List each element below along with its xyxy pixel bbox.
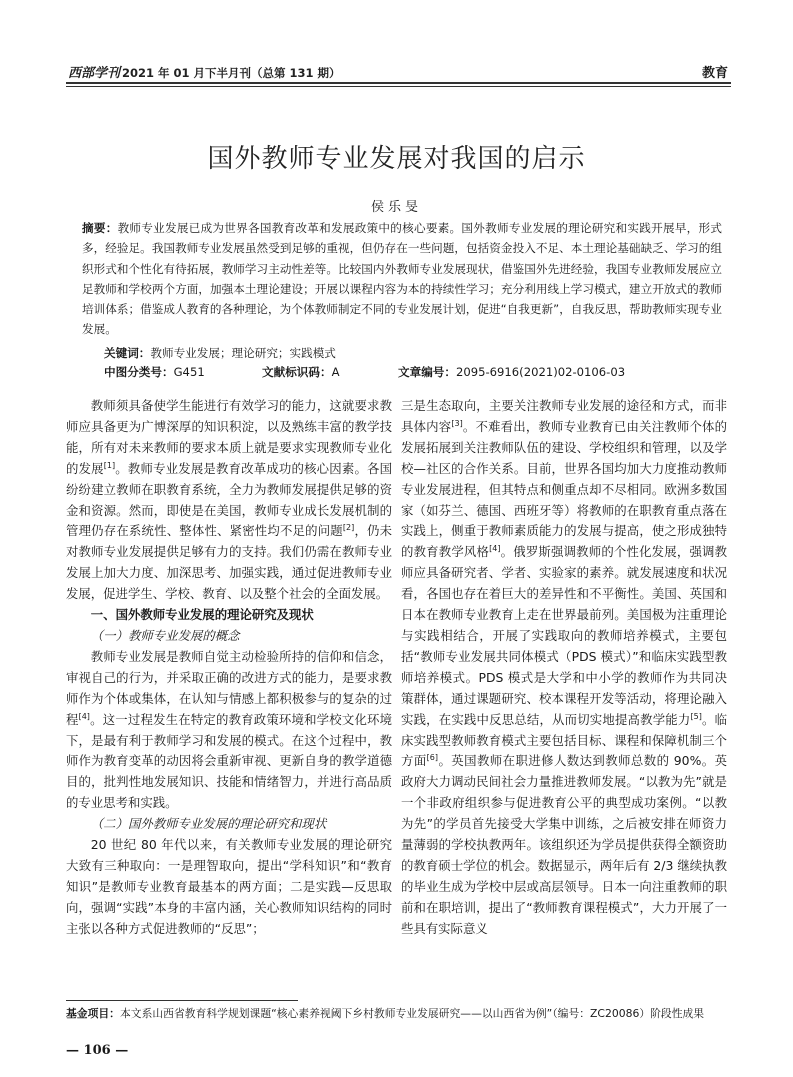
journal-header	[68, 62, 341, 81]
clc-code	[104, 364, 205, 380]
section-heading: 一、国外教师专业发展的理论研究及现状	[90, 607, 314, 623]
keywords-text: 教师专业发展；理论研究；实践模式	[150, 346, 336, 360]
citation: [2]	[342, 523, 355, 533]
paragraph: 三是生态取向，主要关注教师专业发展的途径和方式，而非具体内容[3]。不难看出，教师专业教育已由关注教师个体的发展拓展到关注教师队伍的建设、学校组织和管理，以及学校—社区的合作关系。目前，世界各国均加大力度推动教师专业发展进程，但其特点和侧重点却不尽相同。欧洲多数国家（如芬兰、德国、西班牙等）将教师的在职教育重点落在实践上，侧重于教师素质能力的发展与提高，使之形成独特的教育教学风格[4]。俄罗斯强调教师的个性化发展，强调教师应具备研究者、学者、实验家的素养。就发展速度和状况看，各国也存在着巨大的差异性和不平衡性。美国、英国和日本在教师专业教育上走在世界最前列。美国极为注重理论与实践相结合，开展了实践取向的教师培养模式，主要包括“教师专业发展共同体模式（PDS 模式）”和临床实践型教师培养模式。PDS 模式是大学和中小学的教师作为共同决策群体，通过课题研究、校本课程开发等活动，将理论融入实践，在实践中反思总结，从而切实地提高教学能力[5]。临床实践型教师教育模式主要包括目标、课程和保障机制三个方面[6]。英国教师在职进修人数达到教师总数的 90%。英政府大力调动民间社会力量推进教师发展。“以教为先”就是一个非政府组织参与促进教育公平的典型成功案例。“以教为先”的学员首先接受大学集中训练，之后被安排在师资力量薄弱的学校执教两年。该组织还为学员提供获得全额资助的教育硕士学位的机会。数据显示，两年后有 2/3 继续执教的毕业生成为学校中层或高层领导。日本一向注重教师的职前和在职培训，提出了“教师教育课程模式”，大力开展了一些具有实际意义	[401, 398, 728, 936]
issue-info: 2021 年 01 月下半月刊（总第 131 期）	[122, 66, 341, 80]
citation: [3]	[451, 418, 463, 428]
funding-text: 本文系山西省教育科学规划课题“核心素养视阈下乡村教师专业发展研究——以山西省为例”（编号：ZC20086）阶段性成果	[119, 1007, 705, 1020]
citation: [5]	[690, 711, 702, 721]
abstract-label: 摘要：	[82, 221, 118, 235]
citation: [4]	[489, 544, 501, 554]
left-column	[66, 396, 392, 940]
clc-label: 中图分类号：	[104, 365, 174, 379]
funding-label: 基金项目：	[66, 1007, 120, 1020]
header-rule	[66, 82, 731, 84]
article-label: 文章编号：	[398, 365, 456, 379]
page-number: — 106 —	[66, 1043, 129, 1058]
subsection-heading: （一）教师专业发展的概念	[90, 627, 240, 643]
paragraph: 教师专业发展是教师自觉主动检验所持的信仰和信念，审视自己的行为，并采取正确的改进方式的能力，是要求教师作为个体或集体，在认知与情感上都积极参与的复杂的过程[4]。这一过程发生在特定的教育政策环境和学校文化环境下，是最有利于教师学习和发展的模式。在这个过程中，教师作为教育变革的动因将会重新审视、更新自身的教学道德目的，批判性地发展知识、技能和情绪智力，并进行高品质的专业思考和实践。	[66, 648, 393, 811]
citation: [1]	[103, 460, 116, 470]
doc-code	[262, 364, 340, 380]
abstract-text: 教师专业发展已成为世界各国教育改革和发展政策中的核心要素。国外教师专业发展的理论研究和实践开展早，形式多，经验足。我国教师专业发展虽然受到足够的重视，但仍存在一些问题，包括资金投入不足、本土理论基础缺乏、学习的组织形式和个性化有待拓展，教师学习主动性差等。比较国内外教师专业发展现状，借鉴国外先进经验，我国专业教师发展应立足教师和学校两个方面，加强本土理论建设；开展以课程内容为本的持续性学习；充分利用线上学习模式，建立开放式的教师培训体系；借鉴成人教育的各种理论，为个体教师制定不同的专业发展计划，促进“自我更新”，自我反思，帮助教师实现专业发展。	[82, 221, 722, 337]
section-label: 教育	[701, 66, 728, 81]
clc-value: G451	[173, 365, 205, 379]
article-number	[398, 364, 625, 380]
article-title: 国外教师专业发展对我国的启示	[207, 144, 586, 174]
author: 侯乐旻	[370, 200, 422, 215]
header-rule-thin	[66, 86, 731, 87]
doc-label: 文献标识码：	[262, 365, 332, 379]
keywords	[104, 345, 336, 361]
article-value: 2095-6916(2021)02-0106-03	[455, 365, 626, 379]
keywords-label: 关键词：	[104, 346, 151, 360]
footnote-rule	[66, 1000, 298, 1001]
journal-logo: 西部学刊	[68, 66, 121, 81]
paragraph: 教师须具备使学生能进行有效学习的能力，这就要求教师应具备更为广博深厚的知识积淀，以及熟练丰富的教学技能，所有对未来教师的要求本质上就是要求实现教师专业化的发展[1]。教师专业发展是教育改革成功的核心因素。各国纷纷建立教师在职教育系统，全力为教师发展提供足够的资金和资源。然而，即使是在美国，教师专业成长发展机制的管理仍存在系统性、整体性、紧密性均不足的问题[2]，仍未对教师专业发展提供足够有力的支持。我们仍需在教师专业发展上加大力度、加深思考、加强实践，通过促进教师专业发展，促进学生、学校、教育、以及整个社会的全面发展。	[66, 398, 393, 602]
abstract	[82, 218, 722, 340]
subsection-heading: （二）国外教师专业发展的理论研究和现状	[90, 816, 327, 832]
right-column	[401, 396, 727, 940]
citation: [6]	[426, 753, 439, 763]
funding-footnote	[66, 1005, 729, 1022]
doc-value: A	[331, 365, 340, 379]
citation: [4]	[78, 711, 90, 721]
paragraph: 20 世纪 80 年代以来，有关教师专业发展的理论研究大致有三种取向：一是理智取向，提出“学科知识”和“教育知识”是教师专业教育最基本的两方面；二是实践—反思取向，强调“实践”本身的丰富内涵，关心教师知识结构的同时主张以各种方式促进教师的“反思”；	[66, 837, 392, 936]
